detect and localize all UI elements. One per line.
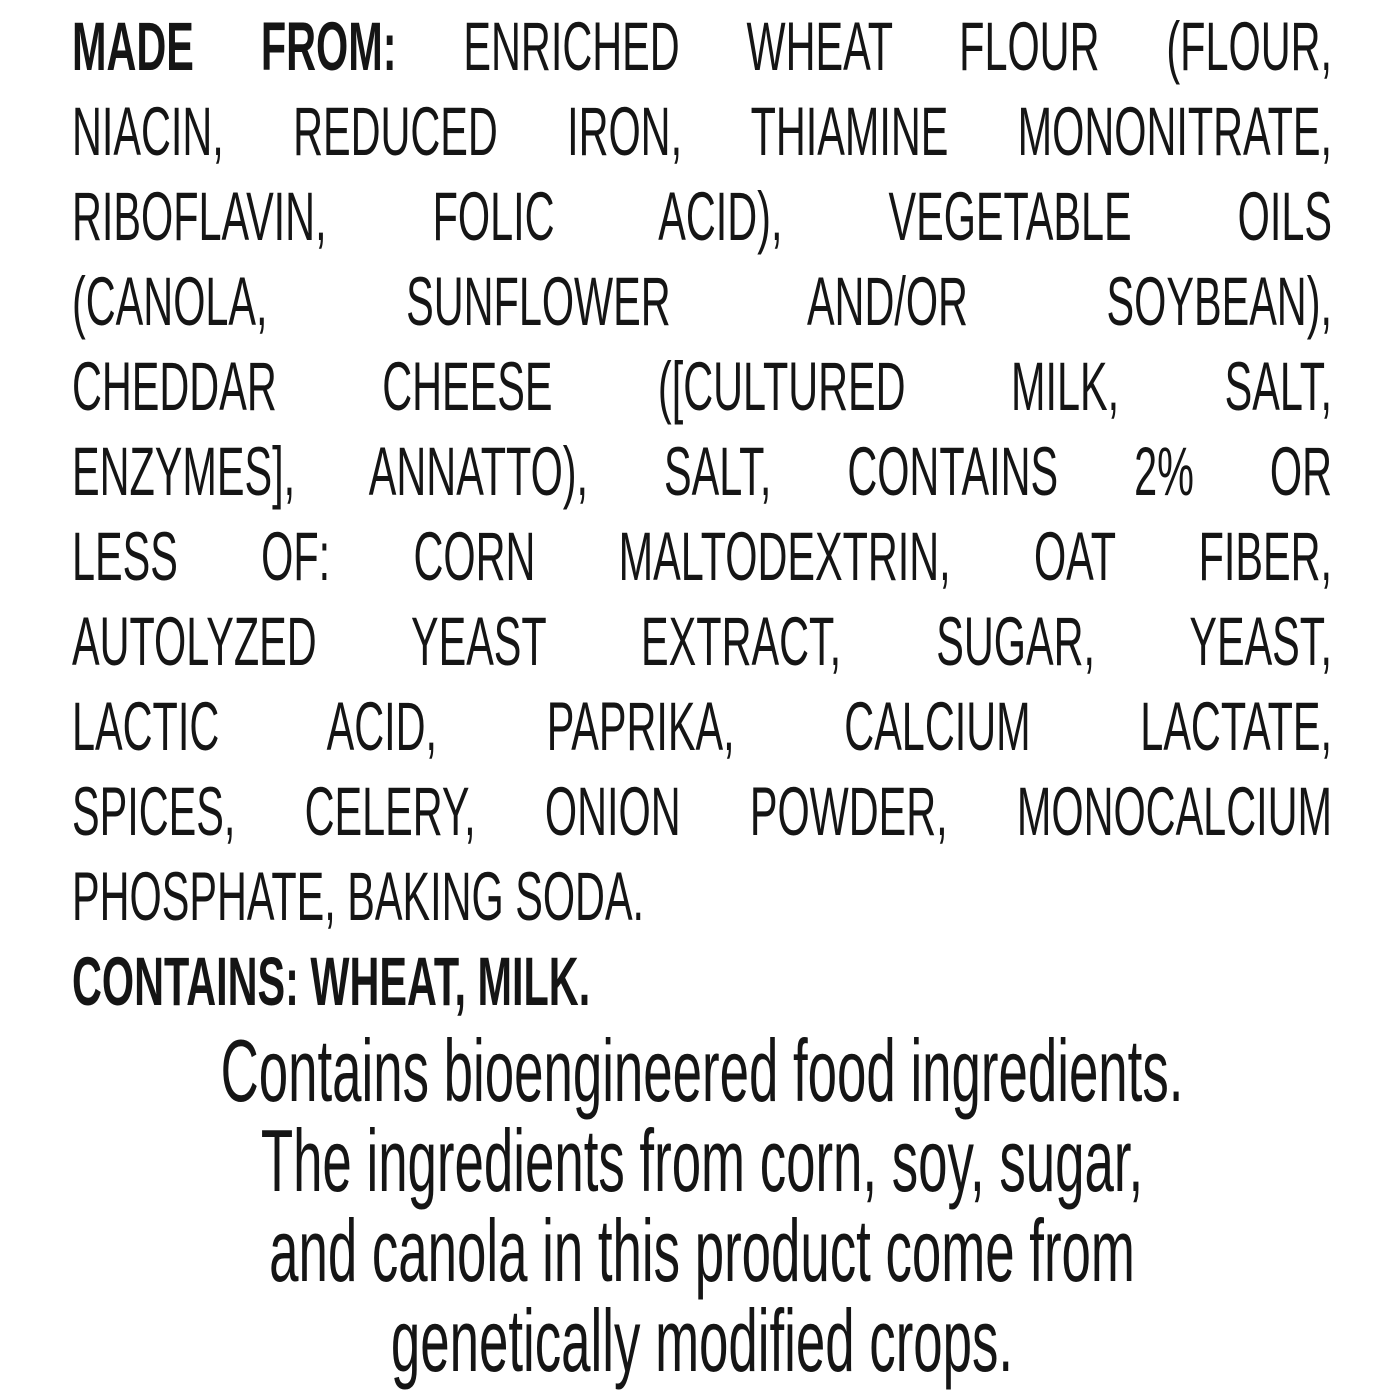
ingredients-line: AUTOLYZED YEAST EXTRACT, SUGAR, YEAST, (72, 603, 1332, 680)
bioengineered-line: The ingredients from corn, soy, sugar, (260, 1111, 1144, 1210)
ingredients-line: ENZYMES], ANNATTO), SALT, CONTAINS 2% OR (72, 433, 1332, 510)
ingredients-line (72, 4, 1332, 89)
ingredients-line: (CANOLA, SUNFLOWER AND/OR SOYBEAN), (72, 263, 1332, 340)
ingredients-line: LESS OF: CORN MALTODEXTRIN, OAT FIBER, (72, 518, 1332, 595)
bioengineered-line: and canola in this product come from (269, 1201, 1135, 1300)
bioengineered-line: genetically modified crops. (390, 1291, 1014, 1390)
bioengineered-line: Contains bioengineered food ingredients. (220, 1021, 1184, 1120)
ingredients-line: PHOSPHATE, BAKING SODA. (72, 858, 645, 935)
ingredients-section (72, 4, 1332, 1024)
made-from-heading: MADE FROM: (72, 8, 397, 85)
ingredients-line: CHEDDAR CHEESE ([CULTURED MILK, SALT, (72, 348, 1332, 425)
ingredients-line: SPICES, CELERY, ONION POWDER, MONOCALCIUM (72, 773, 1332, 850)
ingredients-line: RIBOFLAVIN, FOLIC ACID), VEGETABLE OILS (72, 178, 1332, 255)
allergen-statement: CONTAINS: WHEAT, MILK. (72, 943, 591, 1020)
ingredients-line: LACTIC ACID, PAPRIKA, CALCIUM LACTATE, (72, 688, 1332, 765)
ingredients-line: NIACIN, REDUCED IRON, THIAMINE MONONITRATE, (72, 93, 1332, 170)
bioengineered-section (72, 1021, 1332, 1390)
ingredients-line-text: ENRICHED WHEAT FLOUR (FLOUR, (463, 8, 1332, 85)
